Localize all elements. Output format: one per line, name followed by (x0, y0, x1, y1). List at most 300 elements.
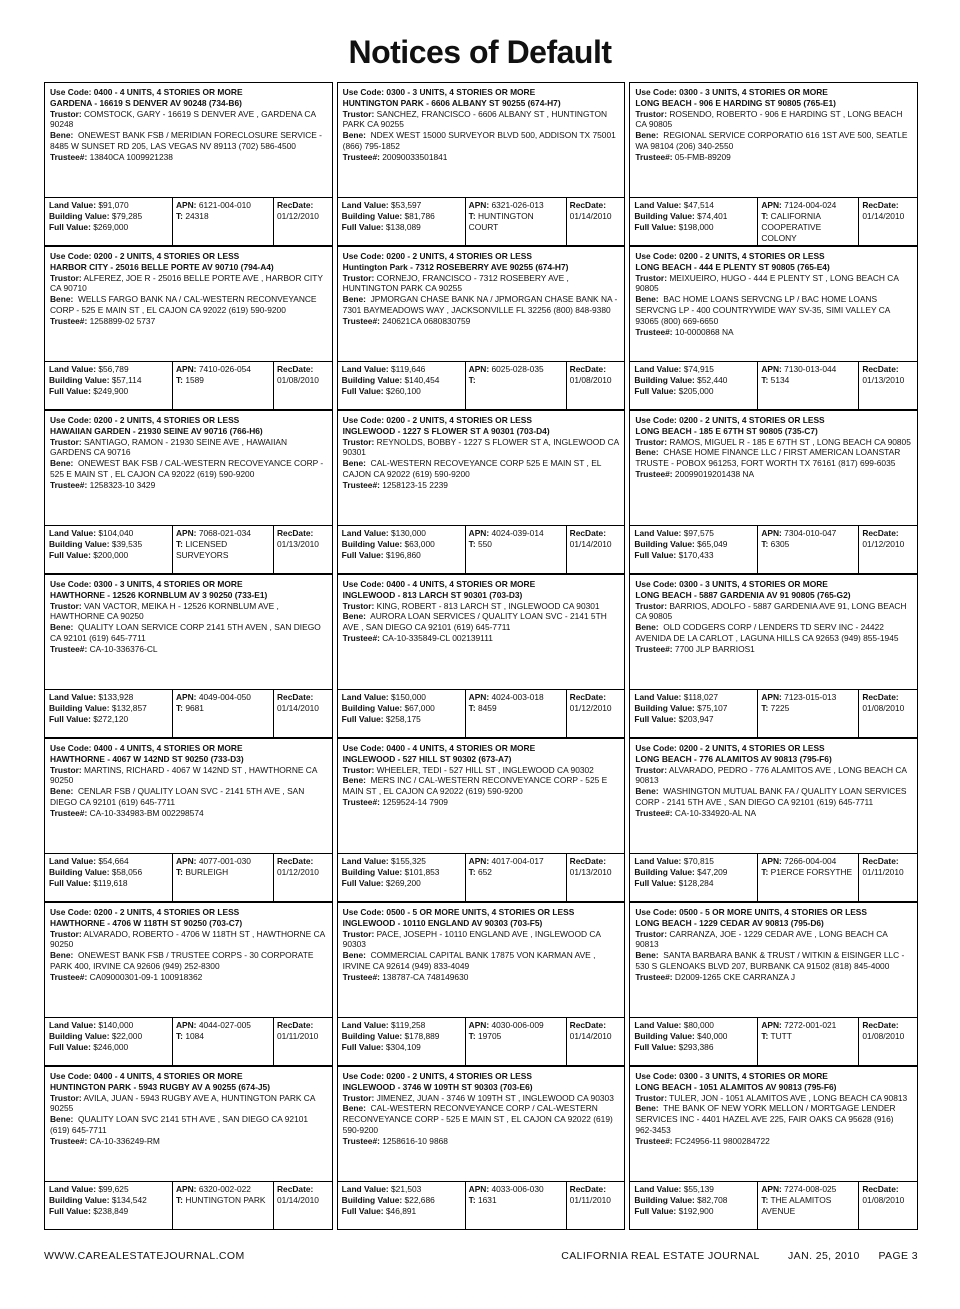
apn-label: APN: (761, 200, 782, 210)
apn-value: 7123-015-013 (784, 692, 837, 702)
trustee-value: 7700 JLP BARRIOS1 (674, 643, 755, 654)
apn-value: 6321-026-013 (491, 200, 544, 210)
bene-label: Bene: (635, 950, 659, 961)
trustee-label: Trustee#: (342, 479, 380, 490)
use-code-value: 0200 - 2 UNITS, 4 STORIES OR LESS (679, 743, 825, 753)
apn-label: APN: (761, 528, 782, 538)
apn-cell (758, 854, 859, 901)
apn-cell (173, 198, 274, 245)
recdate-label: RecDate: (277, 1184, 314, 1194)
notice-entry (44, 738, 333, 853)
trustee-label: Trustee#: (342, 632, 380, 643)
property-location: INGLEWOOD - 527 HILL ST 90302 (673-A7) (342, 753, 512, 764)
tract-label: T: (468, 539, 476, 549)
building-value: $132,857 (111, 703, 147, 713)
property-location: HAWTHORNE - 12526 KORNBLUM AV 3 90250 (733-E1) (50, 589, 268, 600)
land-value-label: Land Value: (341, 200, 389, 210)
bene-value: THE BANK OF NEW YORK MELLON / MORTGAGE LENDER SERVICES INC - 4401 HAZEL AVE 225, FAIR OAKS CA 95628 (916) 962-3453 (635, 1103, 896, 1135)
building-value: $65,049 (697, 539, 728, 549)
recdate-cell (567, 690, 625, 737)
bene-label: Bene: (342, 611, 366, 622)
recdate-label: RecDate: (862, 856, 899, 866)
bene-label: Bene: (50, 294, 74, 305)
trustor-value: PACE, JOSEPH - 10110 ENGLAND AVE , INGLEWOOD CA 90303 (342, 928, 601, 950)
building-value: $134,542 (111, 1195, 147, 1205)
values-cell (338, 526, 466, 573)
tract-value: 1084 (185, 1031, 204, 1041)
tract-value: 9681 (185, 703, 204, 713)
building-value: $79,285 (111, 211, 143, 221)
values-cell (338, 1182, 466, 1229)
full-value: $119,618 (93, 878, 128, 888)
values-cell (338, 362, 466, 409)
bene-value: COMMERCIAL CAPITAL BANK 17875 VON KARMAN AVE , IRVINE CA 92614 (949) 833-4049 (342, 950, 596, 971)
tract-label: T: (176, 539, 183, 549)
notice-entry (44, 82, 333, 197)
trustor-value: BARRIOS, ADOLFO - 5887 GARDENIA AVE 91, LONG BEACH CA 90805 (635, 600, 907, 622)
use-code-value: 0400 - 4 UNITS, 4 STORIES OR MORE (93, 1071, 243, 1081)
land-value-label: Land Value: (634, 1020, 682, 1030)
full-value-label: Full Value: (634, 1042, 677, 1052)
trustee-value: 1258899-02 5737 (89, 315, 156, 326)
building-value: $75,107 (697, 703, 728, 713)
footer-right (561, 1250, 918, 1262)
bene-label: Bene: (342, 775, 366, 786)
full-value: $272,120 (93, 714, 129, 724)
notice-values-table (44, 525, 333, 574)
use-code-value: 0300 - 3 UNITS, 4 STORIES OR MORE (679, 87, 828, 97)
recdate-label: RecDate: (569, 1184, 606, 1194)
land-value-label: Land Value: (49, 528, 97, 538)
recdate-label: RecDate: (569, 528, 606, 538)
tract-label: T: (468, 211, 476, 221)
apn-value: 7130-013-044 (784, 364, 837, 374)
trustee-value: CA-10-336376-CL (89, 643, 158, 654)
recdate-cell (274, 1182, 332, 1229)
property-location: HAWTHORNE - 4067 W 142ND ST 90250 (733-D3) (50, 753, 244, 764)
building-value: $101,853 (404, 867, 440, 877)
recdate-cell (567, 198, 625, 245)
trustee-value: CA-10-336249-RM (89, 1135, 160, 1146)
apn-cell (466, 198, 567, 245)
tract-value: HUNTINGTON PARK (185, 1195, 266, 1205)
trustee-value: 05-FMB-89209 (674, 151, 731, 162)
trustee-value: 1258616-10 9868 (382, 1135, 448, 1146)
building-value: $22,000 (111, 1031, 143, 1041)
apn-cell (758, 362, 859, 409)
bene-value: CAL-WESTERN RECOVEYANCE CORP 525 E MAIN ST , EL CAJON CA 92022 (619) 590-9200 (342, 458, 602, 479)
building-value-label: Building Value: (634, 539, 695, 549)
full-value-label: Full Value: (634, 1206, 677, 1216)
recdate-cell (859, 1182, 917, 1229)
full-value-label: Full Value: (634, 714, 677, 724)
trustee-label: Trustee#: (342, 971, 380, 982)
bene-value: REGIONAL SERVICE CORPORATIO 616 1ST AVE 500, SEATLE WA 98104 (206) 340-2550 (635, 130, 908, 151)
use-code-value: 0300 - 3 UNITS, 4 STORIES OR MORE (679, 1071, 828, 1081)
apn-cell (466, 1182, 567, 1229)
building-value-label: Building Value: (341, 539, 403, 549)
recdate-value: 01/08/2010 (862, 1195, 905, 1205)
trustee-value: 20090033501841 (382, 151, 448, 162)
land-value: $97,575 (683, 528, 714, 538)
trustee-value: 138787-CA 748149630 (382, 971, 469, 982)
land-value-label: Land Value: (634, 1184, 682, 1194)
building-value: $82,708 (697, 1195, 728, 1205)
building-value: $47,209 (697, 867, 728, 877)
trustee-value: CA-10-334983-BM 002298574 (89, 807, 204, 818)
apn-label: APN: (468, 692, 490, 702)
property-location: HUNTINGTON PARK - 5943 RUGBY AV A 90255 (674-J5) (50, 1081, 270, 1092)
values-cell (630, 690, 758, 737)
use-code-value: 0200 - 2 UNITS, 4 STORIES OR LESS (93, 907, 240, 917)
use-code-value: 0300 - 3 UNITS, 4 STORIES OR MORE (679, 579, 828, 589)
bene-value: WASHINGTON MUTUAL BANK FA / QUALITY LOAN SERVICES CORP - 2141 5TH AVE , SAN DIEGO CA 92101 (619) 645-7711 (635, 786, 907, 807)
notice-values-table (337, 197, 626, 246)
use-code-label: Use Code: (342, 743, 385, 753)
trustee-label: Trustee#: (50, 807, 88, 818)
trustor-label: Trustor: (342, 436, 375, 447)
tract-value: HUNTINGTON COURT (468, 211, 534, 232)
recdate-label: RecDate: (277, 200, 314, 210)
trustor-value: KING, ROBERT - 813 LARCH ST , INGLEWOOD CA 90301 (376, 600, 600, 611)
bene-label: Bene: (635, 622, 659, 633)
apn-value: 7266-004-004 (784, 856, 837, 866)
recdate-label: RecDate: (277, 528, 314, 538)
trustor-label: Trustor: (635, 436, 667, 447)
full-value-label: Full Value: (341, 386, 384, 396)
values-cell (338, 198, 466, 245)
building-value: $63,000 (404, 539, 435, 549)
recdate-value: 01/14/2010 (569, 1031, 612, 1041)
apn-cell (173, 362, 274, 409)
apn-value: 4044-027-005 (198, 1020, 251, 1030)
land-value-label: Land Value: (49, 200, 97, 210)
recdate-value: 01/14/2010 (569, 539, 612, 549)
trustor-label: Trustor: (635, 600, 667, 611)
full-value: $258,175 (385, 714, 421, 724)
tract-value: 652 (477, 867, 492, 877)
full-value: $128,284 (678, 878, 714, 888)
bene-value: CAL-WESTERN RECONVEYANCE CORP / CAL-WESTERN RECONVEYANCE CORP - 525 E MAIN ST , EL CAJON CA 92022 (619) 590-9200 (342, 1103, 613, 1135)
property-location: LONG BEACH - 906 E HARDING ST 90805 (765-E1) (635, 97, 836, 108)
trustee-label: Trustee#: (342, 315, 380, 326)
notice-entry (629, 738, 918, 853)
bene-label: Bene: (50, 950, 74, 961)
apn-value: 7124-004-024 (784, 200, 837, 210)
apn-value: 7304-010-047 (784, 528, 837, 538)
bene-value: NDEX WEST 15000 SURVEYOR BLVD 500, ADDISON TX 75001 (866) 795-1852 (342, 130, 616, 151)
full-value: $138,089 (385, 222, 421, 232)
full-value-label: Full Value: (49, 386, 91, 396)
values-cell (45, 198, 173, 245)
full-value-label: Full Value: (634, 386, 677, 396)
tract-label: T: (176, 375, 183, 385)
recdate-cell (567, 1182, 625, 1229)
trustor-value: TULER, JON - 1051 ALAMITOS AVE , LONG BEACH CA 90813 (669, 1092, 908, 1103)
apn-cell (173, 1018, 274, 1065)
land-value-label: Land Value: (49, 1184, 97, 1194)
values-cell (630, 526, 758, 573)
trustor-value: MARTINS, RICHARD - 4067 W 142ND ST , HAWTHORNE CA 90250 (50, 764, 317, 786)
trustor-value: WHEELER, TEDI - 527 HILL ST , INGLEWOOD CA 90302 (376, 764, 594, 775)
tract-label: T: (176, 1195, 183, 1205)
trustor-label: Trustor: (342, 928, 375, 939)
tract-value: P1ERCE FORSYTHE (770, 867, 853, 877)
tract-label: T: (176, 703, 183, 713)
full-value: $46,891 (385, 1206, 417, 1216)
trustor-label: Trustor: (635, 108, 667, 119)
trustor-label: Trustor: (342, 600, 375, 611)
land-value-label: Land Value: (49, 364, 97, 374)
recdate-label: RecDate: (569, 856, 606, 866)
land-value-label: Land Value: (49, 1020, 97, 1030)
tract-value: 550 (477, 539, 492, 549)
use-code-label: Use Code: (635, 907, 677, 917)
recdate-label: RecDate: (862, 1020, 899, 1030)
bene-label: Bene: (635, 786, 659, 797)
use-code-label: Use Code: (635, 87, 677, 97)
tract-value: 7225 (770, 703, 790, 713)
building-value-label: Building Value: (634, 867, 695, 877)
trustor-value: CORNEJO, FRANCISCO - 7312 ROSEBERY AVE , HUNTINGTON PARK CA 90255 (342, 272, 569, 294)
notice-entry (44, 574, 333, 689)
property-location: HUNTINGTON PARK - 6606 ALBANY ST 90255 (674-H7) (342, 97, 561, 108)
notice-entry (337, 738, 626, 853)
land-value: $150,000 (391, 692, 426, 702)
trustee-value: CA-10-334920-AL NA (674, 807, 757, 818)
trustor-value: VAN VACTOR, MEIKA H - 12526 KORNBLUM AVE , HAWTHORNE CA 90250 (50, 600, 279, 622)
apn-value: 6025-028-035 (491, 364, 544, 374)
property-location: GARDENA - 16619 S DENVER AV 90248 (734-B6) (50, 97, 242, 108)
full-value-label: Full Value: (49, 550, 91, 560)
notice-values-table (629, 1181, 918, 1230)
building-value-label: Building Value: (49, 1195, 110, 1205)
values-cell (630, 198, 758, 245)
apn-label: APN: (468, 856, 490, 866)
land-value: $99,625 (98, 1184, 129, 1194)
trustor-value: ALFEREZ, JOE R - 25016 BELLE PORTE AVE , HARBOR CITY CA 90710 (50, 272, 323, 294)
trustor-label: Trustor: (635, 928, 667, 939)
notice-entry (337, 246, 626, 361)
notice-entry (337, 410, 626, 525)
bene-label: Bene: (50, 622, 74, 633)
land-value: $53,597 (391, 200, 422, 210)
trustee-label: Trustee#: (342, 796, 380, 807)
recdate-value: 01/14/2010 (277, 703, 319, 713)
recdate-cell (274, 198, 332, 245)
notice-column (44, 82, 333, 1230)
recdate-value: 01/08/2010 (862, 703, 905, 713)
values-cell (45, 690, 173, 737)
notice-entry (629, 902, 918, 1017)
use-code-value: 0400 - 4 UNITS, 4 STORIES OR MORE (93, 87, 243, 97)
building-value: $74,401 (697, 211, 728, 221)
values-cell (630, 854, 758, 901)
tract-label: T: (468, 703, 476, 713)
tract-value: 1631 (477, 1195, 497, 1205)
notice-entry (44, 1066, 333, 1181)
land-value-label: Land Value: (634, 364, 682, 374)
notice-entry (629, 246, 918, 361)
apn-label: APN: (468, 364, 490, 374)
page-footer (44, 1250, 918, 1262)
full-value-label: Full Value: (341, 222, 384, 232)
apn-value: 7274-008-025 (784, 1184, 837, 1194)
recdate-label: RecDate: (277, 692, 314, 702)
tract-value: 6305 (770, 539, 790, 549)
recdate-label: RecDate: (862, 364, 899, 374)
recdate-cell (859, 690, 917, 737)
recdate-value: 01/14/2010 (862, 211, 905, 221)
recdate-value: 01/12/2010 (569, 703, 612, 713)
recdate-cell (274, 1018, 332, 1065)
property-location: LONG BEACH - 185 E 67TH ST 90805 (735-C7) (635, 425, 818, 436)
full-value: $269,200 (385, 878, 421, 888)
page-title: Notices of Default (348, 34, 612, 70)
use-code-value: 0500 - 5 OR MORE UNITS, 4 STORIES OR LESS (386, 907, 575, 917)
building-value-label: Building Value: (634, 1195, 695, 1205)
land-value-label: Land Value: (341, 856, 389, 866)
trustor-value: MEIXUEIRO, HUGO - 444 E PLENTY ST , LONG BEACH CA 90805 (635, 272, 899, 294)
trustor-label: Trustor: (50, 764, 82, 775)
recdate-value: 01/14/2010 (277, 1195, 319, 1205)
property-location: LONG BEACH - 444 E PLENTY ST 90805 (765-E4) (635, 261, 830, 272)
land-value-label: Land Value: (634, 528, 682, 538)
full-value: $205,000 (678, 386, 714, 396)
recdate-cell (567, 362, 625, 409)
apn-label: APN: (761, 856, 782, 866)
trustee-label: Trustee#: (50, 479, 88, 490)
notice-values-table (629, 1017, 918, 1066)
notice-values-table (337, 689, 626, 738)
property-location: LONG BEACH - 776 ALAMITOS AV 90813 (795-F6) (635, 753, 832, 764)
trustee-label: Trustee#: (635, 971, 673, 982)
trustor-value: ALVARADO, PEDRO - 776 ALAMITOS AVE , LONG BEACH CA 90813 (635, 764, 907, 786)
bene-label: Bene: (342, 458, 366, 469)
tract-value: 1589 (185, 375, 204, 385)
recdate-label: RecDate: (569, 1020, 606, 1030)
bene-label: Bene: (50, 130, 74, 141)
building-value-label: Building Value: (341, 1031, 403, 1041)
notice-entry (629, 1066, 918, 1181)
bene-value: SANTA BARBARA BANK & TRUST / WITKIN & EISINGER LLC - 530 S GLENOAKS BLVD 207, BURBANK CA 91502 (818) 845-4000 (635, 950, 905, 971)
building-value-label: Building Value: (49, 867, 110, 877)
trustee-label: Trustee#: (50, 643, 88, 654)
bene-value: ONEWEST BAK FSB / CAL-WESTERN RECOVEYANCE CORP - 525 E MAIN ST , EL CAJON CA 92022 (619) 590-9200 (50, 458, 324, 479)
trustee-value: 10-0000868 NA (674, 326, 734, 337)
full-value-label: Full Value: (341, 1042, 384, 1052)
apn-cell (466, 854, 567, 901)
notice-entry (44, 902, 333, 1017)
recdate-cell (859, 854, 917, 901)
notice-values-table (44, 853, 333, 902)
property-location: LONG BEACH - 1051 ALAMITOS AV 90813 (795-F6) (635, 1081, 837, 1092)
use-code-label: Use Code: (50, 251, 92, 261)
building-value-label: Building Value: (49, 539, 110, 549)
property-location: LONG BEACH - 1229 CEDAR AV 90813 (795-D6) (635, 917, 824, 928)
trustee-label: Trustee#: (50, 151, 88, 162)
trustee-value: FC24956-11 9800284722 (674, 1135, 770, 1146)
apn-cell (466, 526, 567, 573)
building-value-label: Building Value: (49, 1031, 110, 1041)
land-value-label: Land Value: (634, 856, 682, 866)
values-cell (45, 854, 173, 901)
notice-values-table (629, 361, 918, 410)
notice-entry (337, 574, 626, 689)
trustee-value: 20099019201438 NA (674, 468, 755, 479)
trustee-value: CA09000301-09-1 100918362 (89, 971, 203, 982)
tract-label: T: (761, 1031, 769, 1041)
apn-cell (758, 1018, 859, 1065)
apn-cell (758, 690, 859, 737)
trustee-label: Trustee#: (342, 1135, 380, 1146)
footer-website[interactable]: WWW.CAREALESTATEJOURNAL.COM (44, 1250, 245, 1262)
apn-value: 4024-003-018 (491, 692, 544, 702)
full-value-label: Full Value: (341, 714, 384, 724)
building-value-label: Building Value: (341, 1195, 403, 1205)
trustee-value: D2009-1265 CKE CARRANZA J (674, 971, 796, 982)
land-value: $119,258 (391, 1020, 426, 1030)
property-location: LONG BEACH - 5887 GARDENIA AV 91 90805 (765-G2) (635, 589, 851, 600)
apn-label: APN: (176, 1020, 197, 1030)
notice-values-table (337, 525, 626, 574)
full-value-label: Full Value: (634, 878, 677, 888)
building-value: $57,114 (111, 375, 142, 385)
apn-value: 4077-001-030 (198, 856, 251, 866)
apn-label: APN: (761, 364, 782, 374)
notice-entry (629, 410, 918, 525)
trustor-label: Trustor: (342, 1092, 375, 1103)
apn-label: APN: (468, 528, 490, 538)
full-value-label: Full Value: (49, 222, 91, 232)
use-code-value: 0400 - 4 UNITS, 4 STORIES OR MORE (93, 743, 243, 753)
use-code-value: 0400 - 4 UNITS, 4 STORIES OR MORE (386, 743, 536, 753)
bene-value: ONEWEST BANK FSB / MERIDIAN FORECLOSURE SERVICE - 8485 W SUNSET RD 205, LAS VEGAS NV 89113 (702) 586-4500 (50, 130, 322, 151)
recdate-cell (859, 362, 917, 409)
property-location: Huntington Park - 7312 ROSEBERRY AVE 90255 (674-H7) (342, 261, 569, 272)
use-code-label: Use Code: (635, 1071, 677, 1081)
notice-values-table (44, 197, 333, 246)
land-value-label: Land Value: (634, 200, 682, 210)
full-value: $200,000 (93, 550, 129, 560)
building-value-label: Building Value: (49, 211, 110, 221)
land-value: $80,000 (683, 1020, 714, 1030)
apn-cell (173, 854, 274, 901)
notice-column (629, 82, 918, 1230)
trustor-label: Trustor: (342, 764, 375, 775)
bene-label: Bene: (635, 447, 659, 458)
trustee-label: Trustee#: (50, 971, 88, 982)
bene-label: Bene: (635, 130, 659, 141)
property-location: HAWTHORNE - 4706 W 118TH ST 90250 (703-C7) (50, 917, 243, 928)
apn-value: 4049-004-050 (198, 692, 251, 702)
trustor-value: JIMENEZ, JUAN - 3746 W 109TH ST , INGLEWOOD CA 90303 (376, 1092, 614, 1103)
building-value-label: Building Value: (341, 375, 403, 385)
trustee-label: Trustee#: (50, 315, 88, 326)
recdate-value: 01/12/2010 (277, 211, 319, 221)
footer-page: PAGE 3 (878, 1250, 918, 1262)
tract-value: 5134 (770, 375, 790, 385)
use-code-label: Use Code: (342, 87, 385, 97)
apn-cell (758, 198, 859, 245)
use-code-label: Use Code: (342, 251, 385, 261)
tract-label: T: (468, 1195, 476, 1205)
land-value: $91,070 (98, 200, 129, 210)
trustee-label: Trustee#: (342, 151, 380, 162)
full-value-label: Full Value: (49, 1206, 91, 1216)
trustor-label: Trustor: (50, 108, 82, 119)
values-cell (630, 1018, 758, 1065)
